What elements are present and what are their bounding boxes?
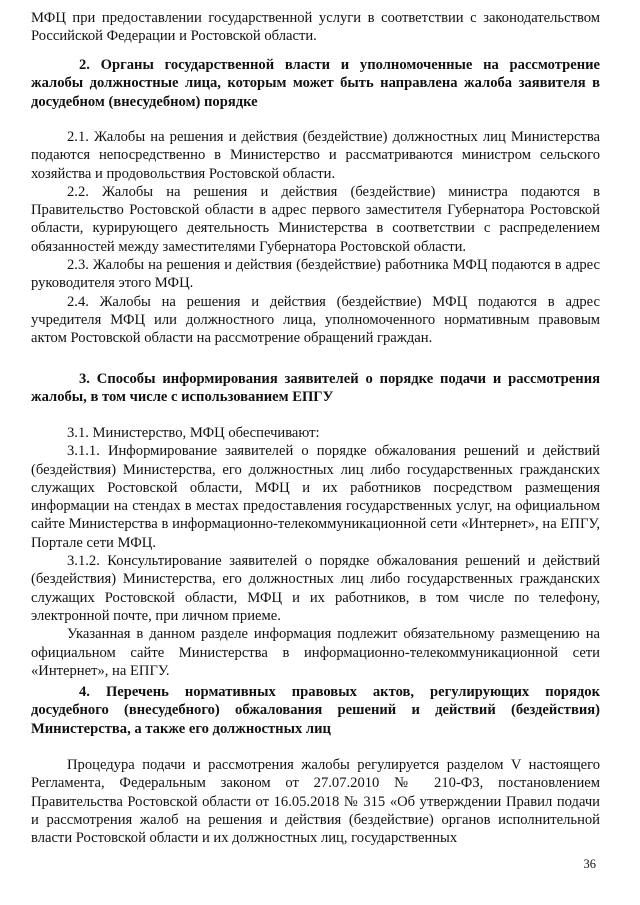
section-3-heading: 3. Способы информирования заявителей о порядке подачи и рассмотрения жалобы, в том числе с использованием ЕПГУ — [31, 371, 600, 406]
paragraph-2-4: 2.4. Жалобы на решения и действия (бездействие) МФЦ подаются в адрес учредителя МФЦ или должностного лица, уполномоченного нормативным правовым актом Ростовской области на рассмотрение обращений граждан. — [31, 293, 600, 347]
section-2-body — [31, 128, 600, 348]
section-2 — [31, 56, 600, 111]
section-2-heading: 2. Органы государственной власти и уполномоченные на рассмотрение жалобы должностные лица, которым может быть направлена жалоба заявителя в досудебном (внесудебном) порядке — [31, 57, 600, 110]
section-4-body — [31, 756, 600, 847]
paragraph-4-1: Процедура подачи и рассмотрения жалобы регулируется разделом V настоящего Регламента, Федеральным законом от 27.07.2010 № 210-ФЗ, постановлением Правительства Ростовской области от 16.05.2018 № 315 «Об утверждении Правил подачи и рассмотрения жалоб на решения и действия (бездействие) органов исполнительной власти Ростовской области и их должностных лиц, государственных — [31, 757, 600, 847]
page-number: 36 — [583, 857, 596, 871]
intro-paragraph — [31, 9, 600, 46]
section-4-heading: 4. Перечень нормативных правовых актов, регулирующих порядок досудебного (внесудебного) обжалования решений и действий (бездействия) Министерства, а также его должностных лиц — [31, 684, 600, 737]
paragraph-3-1-1: 3.1.1. Информирование заявителей о порядке обжалования решений и действий (бездействия) Министерства, его должностных лиц либо государственных гражданских служащих Ростовской области, МФЦ и их работников посредством размещения информации на стендах в местах предоставления государственных услуг, на официальном сайте Министерства в информационно-телекоммуникационной сети «Интернет», на ЕПГУ, Портале сети МФЦ. — [31, 443, 600, 551]
intro-text: МФЦ при предоставлении государственной услуги в соответствии с законодательством Российской Федерации и Ростовской области. — [31, 10, 600, 45]
paragraph-2-2: 2.2. Жалобы на решения и действия (бездействие) министра подаются в Правительство Ростовской области в адрес первого заместителя Губернатора Ростовской области, курирующего деятельность Министерства в соответствии с распределением обязанностей между заместителями Губернатора Ростовской области. — [31, 183, 600, 255]
paragraph-2-1: 2.1. Жалобы на решения и действия (бездействие) должностных лиц Министерства подаются непосредственно в Министерство и рассматриваются министром сельского хозяйства и продовольствия Ростовской области. — [31, 129, 600, 182]
section-3-body — [31, 424, 600, 680]
section-3 — [31, 370, 600, 407]
paragraph-3-1: 3.1. Министерство, МФЦ обеспечивают: — [67, 425, 320, 441]
paragraph-3-note: Указанная в данном разделе информация подлежит обязательному размещению на официальном сайте Министерства в информационно-телекоммуникационной сети «Интернет», на ЕПГУ. — [31, 626, 600, 679]
section-4 — [31, 683, 600, 738]
paragraph-3-1-2: 3.1.2. Консультирование заявителей о порядке обжалования решений и действий (бездействия) Министерства, его должностных лиц либо государственных гражданских служащих Ростовской области, МФЦ и их работников, в том числе по телефону, электронной почте, при личном приеме. — [31, 553, 600, 624]
paragraph-2-3: 2.3. Жалобы на решения и действия (бездействие) работника МФЦ подаются в адрес руководителя этого МФЦ. — [31, 257, 600, 292]
